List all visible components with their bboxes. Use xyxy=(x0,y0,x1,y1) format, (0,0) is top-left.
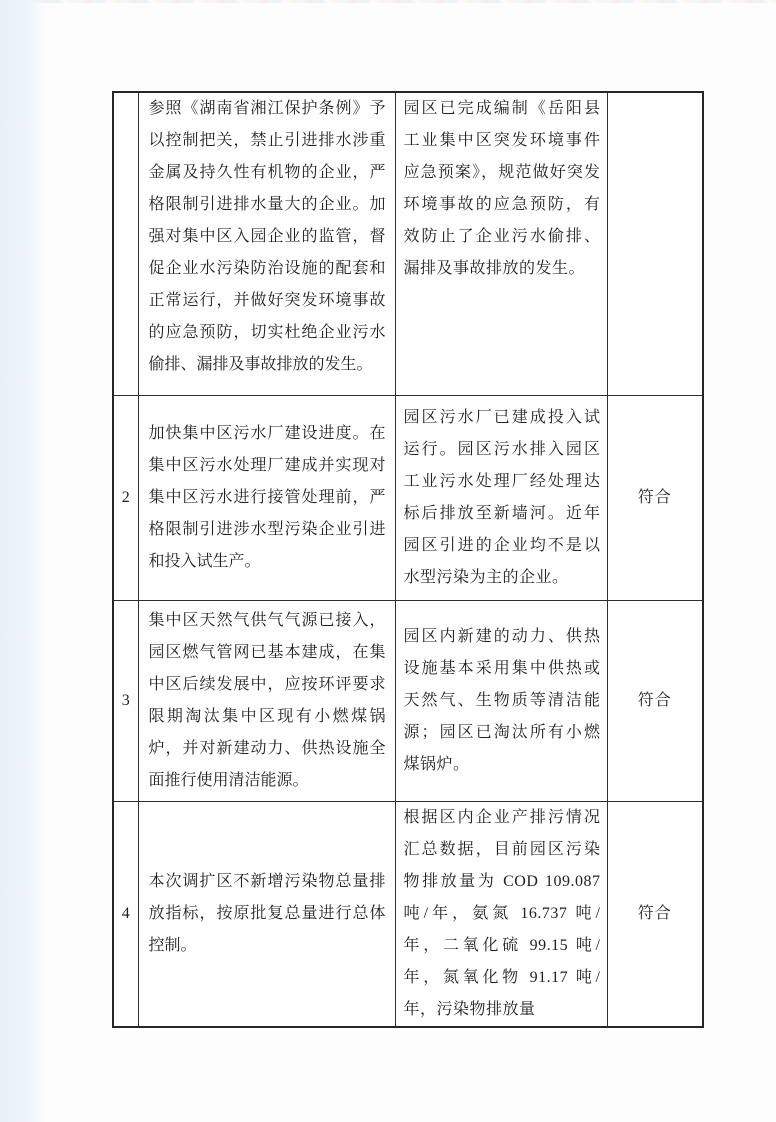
status-cell: 根据区内企业产排污情况汇总数据，目前园区污染物排放量为 COD 109.087 吨/年，氨氮 16.737 吨/年，二氧化硫 99.15 吨/年，氮氧化物 91.17 吨/年，污染物排放量 xyxy=(395,801,607,1027)
status-cell: 园区污水厂已建成投入试运行。园区污水排入园区工业污水处理厂经处理达标后排放至新墙河。近年园区引进的企业均不是以水型污染为主的企业。 xyxy=(395,395,607,600)
requirement-cell: 参照《湖南省湘江保护条例》予以控制把关，禁止引进排水涉重金属及持久性有机物的企业，严格限制引进排水量大的企业。加强对集中区入园企业的监管，督促企业水污染防治设施的配套和正常运行，并做好突发环境事故的应急预防，切实杜绝企业污水偷排、漏排及事故排放的发生。 xyxy=(138,92,395,395)
requirement-cell: 加快集中区污水厂建设进度。在集中区污水处理厂建成并实现对集中区污水进行接管处理前，严格限制引进涉水型污染企业引进和投入试生产。 xyxy=(138,395,395,600)
scan-left-tint xyxy=(0,0,48,1122)
requirement-cell: 集中区天然气供气气源已接入，园区燃气管网已基本建成，在集中区后续发展中，应按环评要求限期淘汰集中区现有小燃煤锅炉，并对新建动力、供热设施全面推行使用清洁能源。 xyxy=(138,600,395,801)
scan-edge-noise-band xyxy=(0,0,776,3)
conclusion-cell: 符合 xyxy=(607,395,703,600)
table-row xyxy=(113,395,703,600)
row-number-cell: 3 xyxy=(113,600,138,801)
status-cell: 园区已完成编制《岳阳县工业集中区突发环境事件应急预案》，规范做好突发环境事故的应急预防，有效防止了企业污水偷排、漏排及事故排放的发生。 xyxy=(395,92,607,395)
status-cell: 园区内新建的动力、供热设施基本采用集中供热或天然气、生物质等清洁能源；园区已淘汰所有小燃煤锅炉。 xyxy=(395,600,607,801)
requirement-cell: 本次调扩区不新增污染物总量排放指标，按原批复总量进行总体控制。 xyxy=(138,801,395,1027)
conclusion-cell: 符合 xyxy=(607,600,703,801)
conclusion-cell: 符合 xyxy=(607,801,703,1027)
compliance-review-table xyxy=(112,91,704,1028)
row-number-cell xyxy=(113,92,138,395)
table-row xyxy=(113,600,703,801)
row-number-cell: 4 xyxy=(113,801,138,1027)
row-number-cell: 2 xyxy=(113,395,138,600)
table-row xyxy=(113,92,703,395)
table-row xyxy=(113,801,703,1027)
conclusion-cell xyxy=(607,92,703,395)
